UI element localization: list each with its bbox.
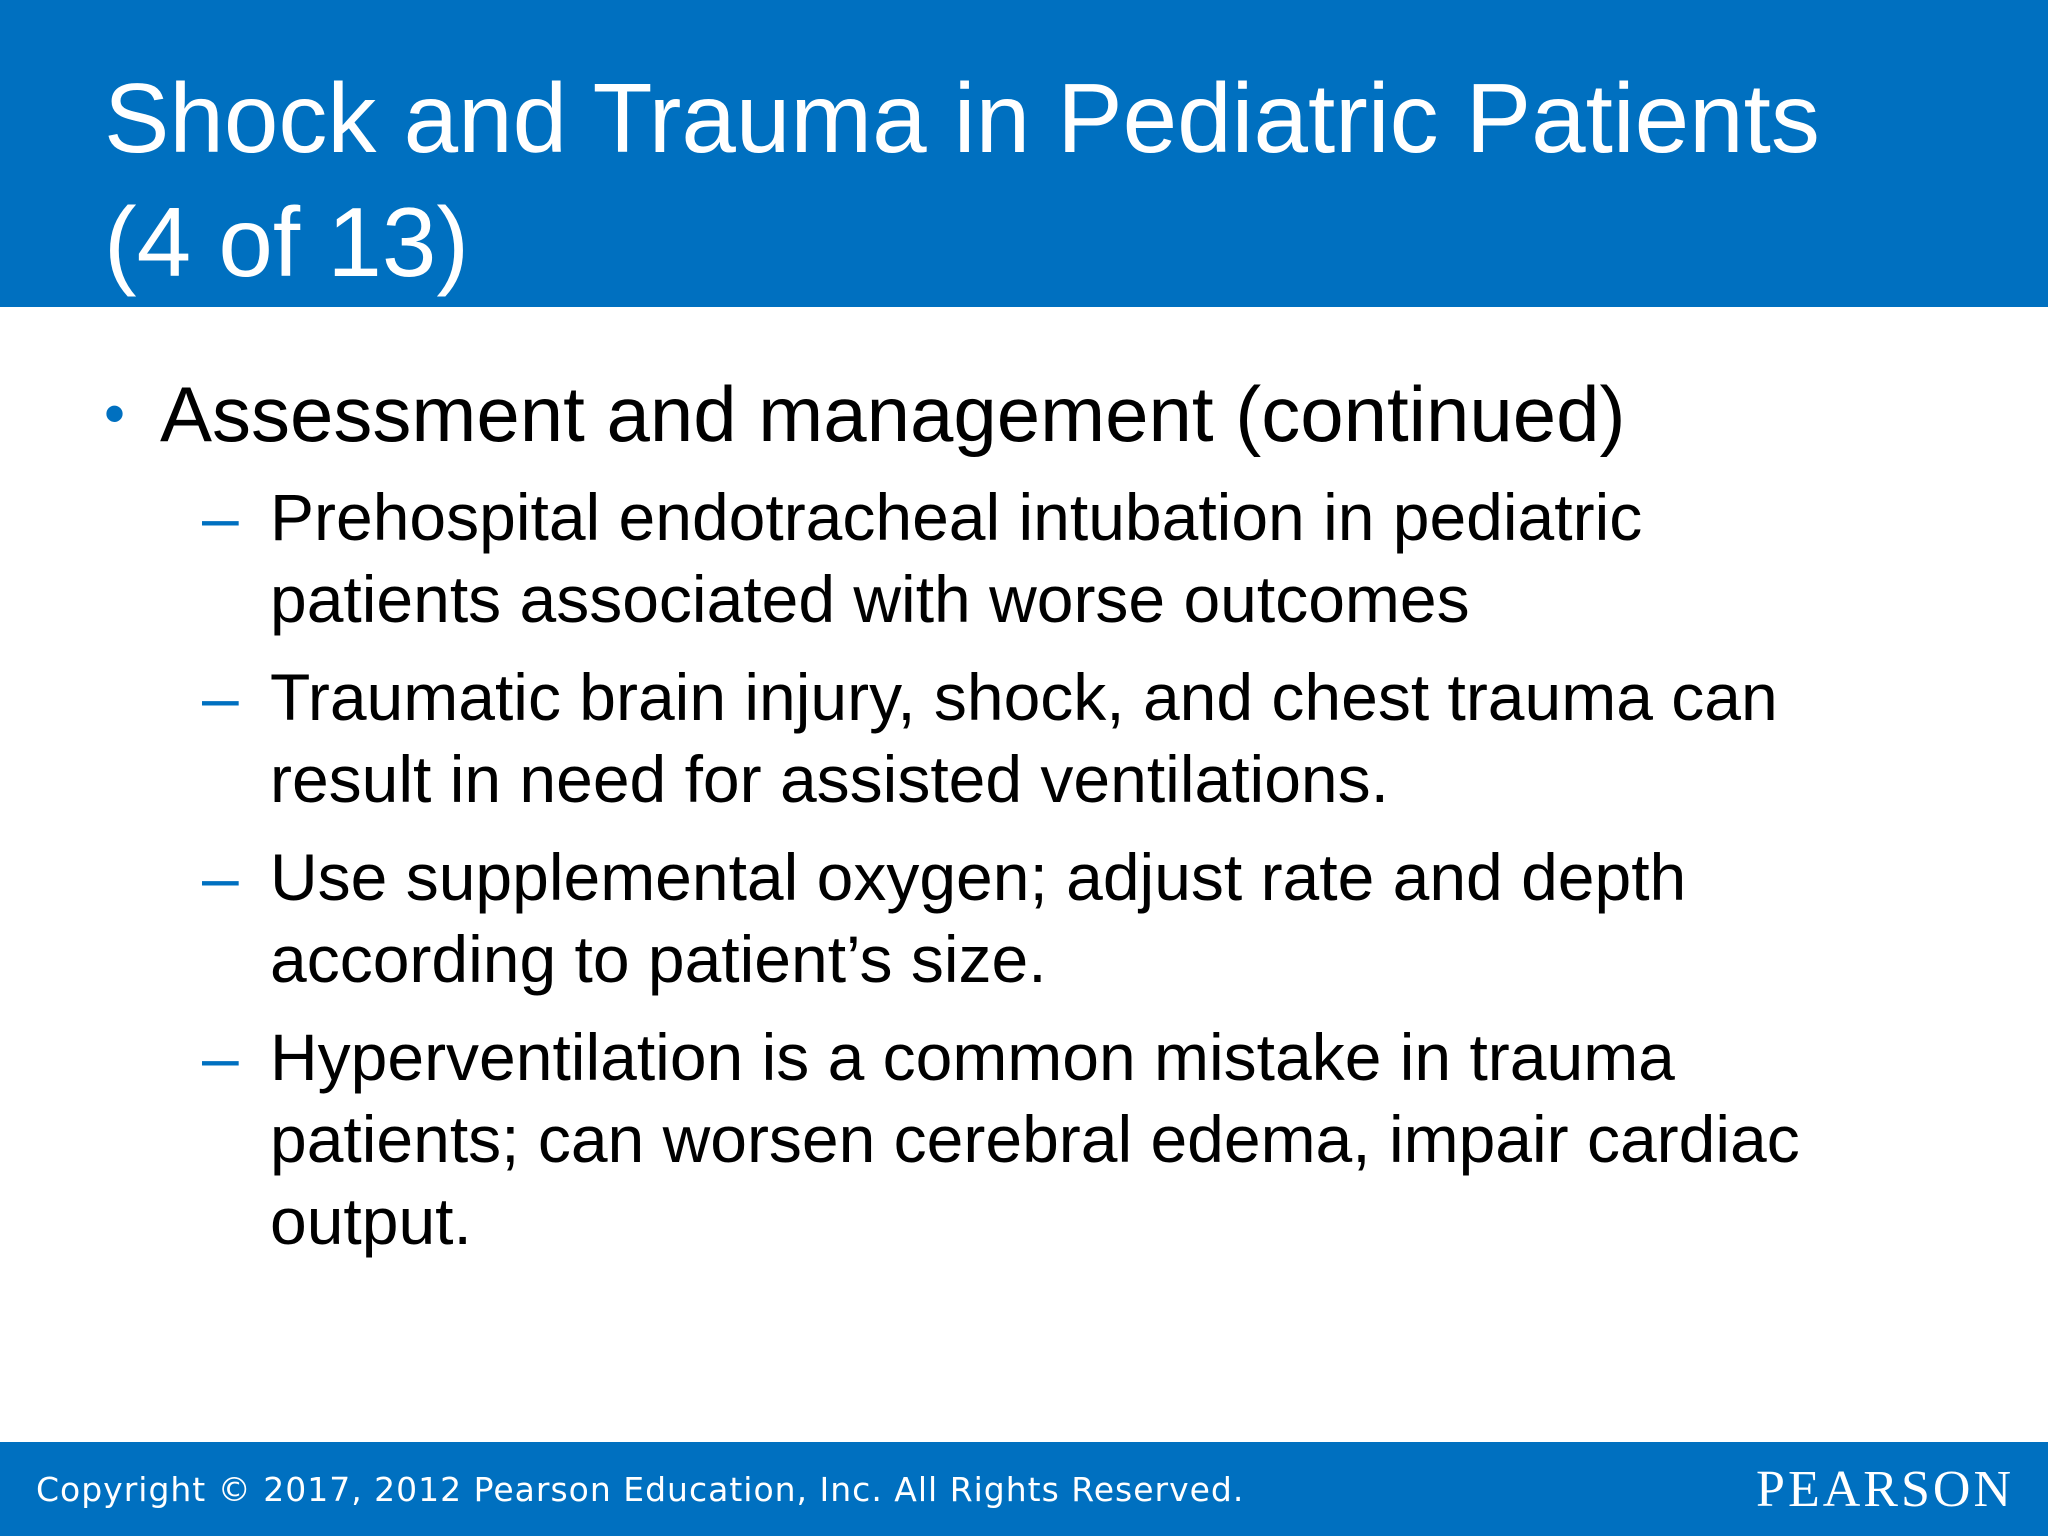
title-bar: [0, 0, 2048, 307]
sub-bullet-line: output.: [270, 1184, 472, 1258]
dash-icon: –: [202, 840, 239, 914]
sub-bullet-line: Traumatic brain injury, shock, and chest trauma can: [270, 660, 1778, 734]
slide-title-line-1: Shock and Trauma in Pediatric Patients: [104, 63, 1820, 173]
sub-bullet-text: [270, 1016, 1970, 1262]
bullet-dot-icon: •: [104, 380, 126, 447]
sub-bullet-line: patients; can worsen cerebral edema, impair cardiac: [270, 1102, 1800, 1176]
sub-bullet-line: result in need for assisted ventilations.: [270, 742, 1389, 816]
sub-bullet-line: patients associated with worse outcomes: [270, 562, 1470, 636]
slide-title: [104, 56, 2004, 304]
sub-bullet-line: Use supplemental oxygen; adjust rate and depth: [270, 840, 1687, 914]
sub-bullet-text: [270, 656, 1970, 820]
slide-title-line-2: (4 of 13): [104, 187, 469, 297]
pearson-logo: PEARSON: [1756, 1461, 2014, 1518]
main-bullet-text: Assessment and management (continued): [160, 370, 1626, 458]
copyright-notice: Copyright © 2017, 2012 Pearson Education, Inc. All Rights Reserved.: [36, 1470, 1245, 1509]
dash-icon: –: [202, 1020, 239, 1094]
sub-bullet-text: [270, 836, 1970, 1000]
sub-bullet-line: Prehospital endotracheal intubation in pediatric: [270, 480, 1643, 554]
dash-icon: –: [202, 660, 239, 734]
sub-bullet-line: according to patient’s size.: [270, 922, 1047, 996]
dash-icon: –: [202, 480, 239, 554]
footer-bar: [0, 1442, 2048, 1536]
sub-bullet-line: Hyperventilation is a common mistake in trauma: [270, 1020, 1675, 1094]
sub-bullet-text: [270, 476, 1970, 640]
